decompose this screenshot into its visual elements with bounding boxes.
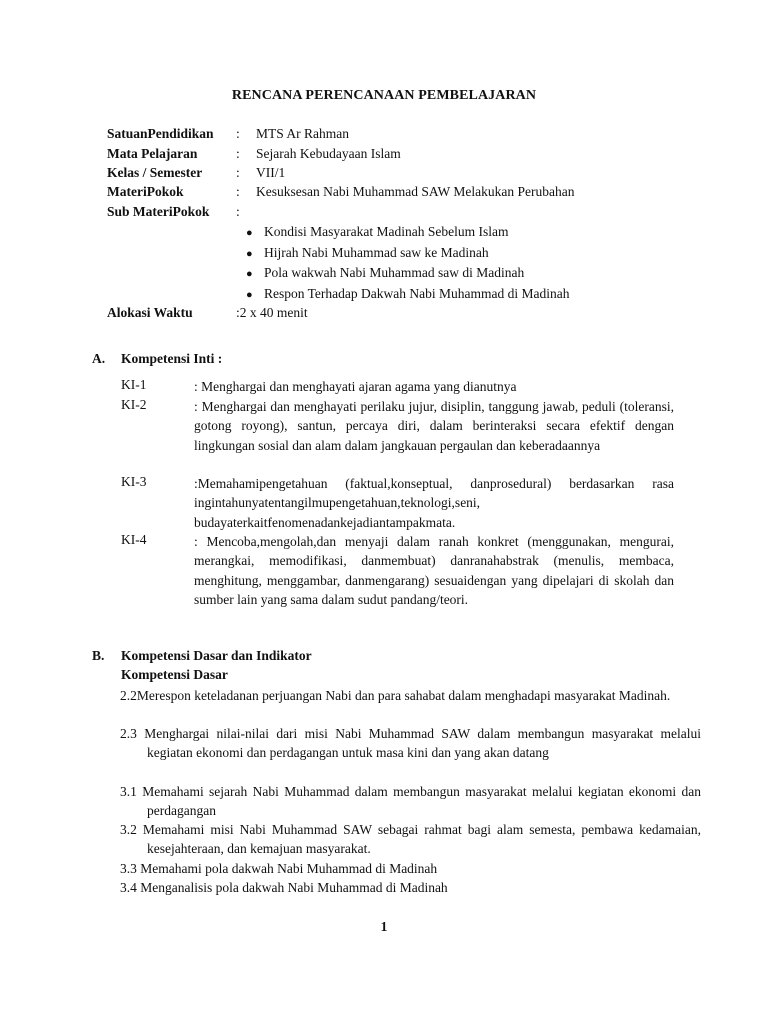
ki-text: : Menghargai dan menghayati perilaku jujur, disiplin, tanggung jawab, peduli (toleransi, gotong royong), santun, percaya diri, dalam berinteraksi secara efektif dengan lingkungan sosial dan alam dalam jangkauan pergaulan dan keberadaannya	[194, 399, 674, 453]
identity-value: Sejarah Kebudayaan Islam	[256, 146, 401, 161]
identity-label: MateriPokok	[107, 184, 184, 199]
bullet-icon: ●	[246, 248, 253, 260]
kd-item: 3.3 Memahami pola dakwah Nabi Muhammad di Madinah	[120, 861, 438, 876]
identity-label: SatuanPendidikan	[107, 126, 214, 141]
section-b-letter: B.	[92, 648, 105, 663]
document-title: RENCANA PERENCANAAN PEMBELAJARAN	[231, 88, 537, 103]
ki-code: KI-1	[121, 377, 147, 392]
identity-colon: :	[236, 184, 240, 199]
ki-text: : Mencoba,mengolah,dan menyaji dalam ranah konkret (menggunakan, mengurai, merangkai, memodifikasi, danmembuat) danranahabstrak (menulis, membaca, menghitung, menggambar, danmengarang) sesuaidengan yang dipelajari di skolah dan sumber lain yang sama dalam sudut pandang/teori.	[194, 534, 674, 607]
identity-value: MTS Ar Rahman	[256, 126, 349, 141]
kd-item: 3.4 Menganalisis pola dakwah Nabi Muhammad di Madinah	[120, 880, 448, 895]
section-a-letter: A.	[92, 351, 106, 366]
identity-value: Kesuksesan Nabi Muhammad SAW Melakukan Perubahan	[256, 184, 575, 199]
list-item: Hijrah Nabi Muhammad saw ke Madinah	[264, 245, 489, 260]
identity-colon: :	[236, 165, 240, 180]
bullet-icon: ●	[246, 289, 253, 301]
identity-colon: :	[236, 204, 240, 219]
identity-value: VII/1	[256, 165, 286, 180]
ki-text: : Menghargai dan menghayati ajaran agama yang dianutnya	[194, 379, 517, 394]
section-b-subheading: Kompetensi Dasar	[121, 667, 228, 682]
list-item: Respon Terhadap Dakwah Nabi Muhammad di Madinah	[264, 286, 570, 301]
kd-item: 3.2 Memahami misi Nabi Muhammad SAW sebagai rahmat bagi alam semesta, pembawa kedamaian, kesejahteraan, dan kemajuan masyarakat.	[120, 822, 701, 857]
bullet-icon: ●	[246, 227, 253, 239]
alokasi-label: Alokasi Waktu	[107, 305, 193, 320]
identity-colon: :	[236, 146, 240, 161]
ki-code: KI-3	[121, 474, 147, 489]
kd-item: 2.3 Menghargai nilai-nilai dari misi Nabi Muhammad SAW dalam membangun masyarakat melalui kegiatan ekonomi dan perdagangan untuk masa kini dan yang akan datang	[120, 726, 701, 761]
section-a-heading: Kompetensi Inti :	[121, 351, 223, 366]
ki-code: KI-4	[121, 532, 147, 547]
list-item: Kondisi Masyarakat Madinah Sebelum Islam	[264, 224, 509, 239]
identity-label: Sub MateriPokok	[107, 204, 210, 219]
ki-text: :Memahamipengetahuan (faktual,konseptual, danprosedural) berdasarkan rasa ingintahunyatentangilmupengetahuan,teknologi,seni, budayaterkaitfenomenadankejadiantampakmata.	[194, 476, 674, 530]
ki-code: KI-2	[121, 397, 147, 412]
alokasi-value: :2 x 40 menit	[236, 305, 308, 320]
list-item: Pola wakwah Nabi Muhammad saw di Madinah	[264, 265, 525, 280]
kd-item: 3.1 Memahami sejarah Nabi Muhammad dalam membangun masyarakat melalui kegiatan ekonomi dan perdagangan	[120, 784, 701, 819]
identity-colon: :	[236, 126, 240, 141]
identity-label: Mata Pelajaran	[107, 146, 198, 161]
identity-label: Kelas / Semester	[107, 165, 203, 180]
bullet-icon: ●	[246, 268, 253, 280]
page-number: 1	[380, 919, 388, 934]
kd-item: 2.2Merespon keteladanan perjuangan Nabi dan para sahabat dalam menghadapi masyarakat Madinah.	[120, 688, 671, 703]
section-b-heading: Kompetensi Dasar dan Indikator	[121, 648, 312, 663]
